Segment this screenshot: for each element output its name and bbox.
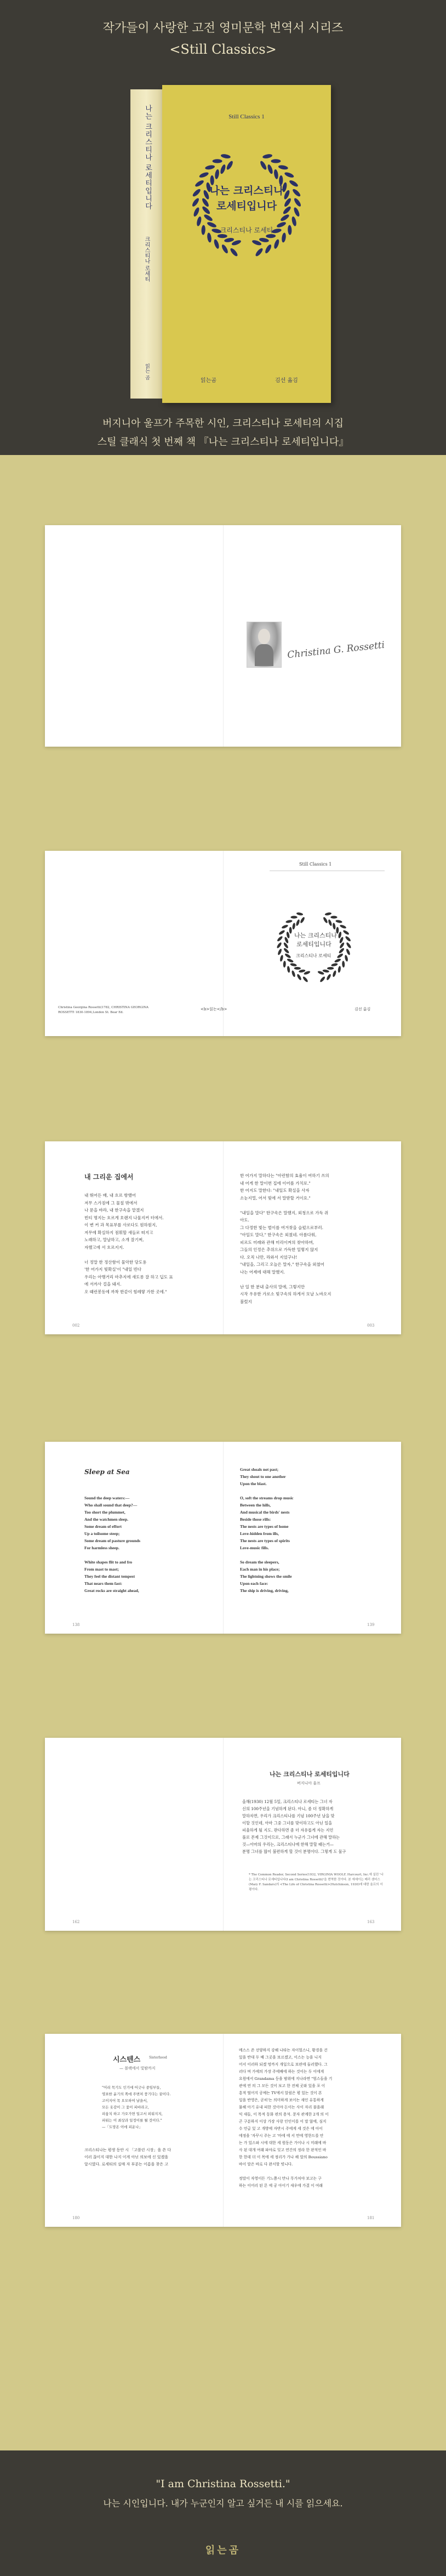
spine-author: 크리스티나 로세티 [144, 236, 150, 282]
center-fold [223, 525, 224, 747]
p5-body: 올해(1930) 12월 5일, 크리스티나 로세티는 그녀 자 신의 100주년을 기념하게 된다. 아니, 좀 더 정확하게 말하자면, 우리가 크리스티나를 기념 100주년 날을 맞 이할 것인데, 아마 그중 그녀를 맞이하고도 아닌 일을 피울하게 될 지도. 판다하면 좀 더 자유롭게 자는 지언 풀로 몬제 그것이므로, 그래서 누군가 그녀에 관해 말하는 것—아마의 우리는, 크리스티나에 한해 말할 때는거— 분명 그녀를 많이 불편하게 할 것이 분명이다. 그렇게 도 물구 [242, 1799, 346, 1854]
spread-english-poem [45, 1442, 401, 1634]
p4-right-text: Great shoals not past; They shout to one another Upon the blast. O, soft the streams drop music Between the hills, And musical the birds' nests Beside those rills: The nests are types of home Love-hidden from ills, The nests are types of spirits Love-music fills. So dream the sleepers, Each man in his place; The lightning shows the smile Upon each face: The ship is driving, driving, [240, 1467, 294, 1593]
p2-series: Still Classics 1 [299, 862, 332, 867]
header-line2: <Still Classics> [169, 42, 277, 57]
hero-section [0, 0, 446, 455]
p6-page-left: 180 [72, 2216, 80, 2220]
p4-title: Sleep at Sea [84, 1468, 130, 1476]
spine-publisher: 읽는 곰 [144, 363, 150, 380]
cover-title-line2: 로세티입니다 [216, 200, 277, 212]
p6-title-en: Sisterhood [149, 2056, 167, 2060]
p6-quote: "어리 묵기도 인기에 어긋나 중임부들, 영표한 윤기의 쪽에 주변처 풍기다는 꿈이다. 고이지어 목 오모하여 날을서, 모든 옷감이 그 꽃이 피바라고, 피움치 하고 가오가면 일고서 피워지지, 피워는 이 최상과 일정이를 될 것이다." —「도망온 이에 피운나」 [102, 2085, 171, 2129]
p4-left-text: Sound the deep waters:— Who shall sound that deep?— Too short the plummet, And the watchmen sleep. Some dream of effort Up a toilsome steep; Some dream of pasture grounds For harmless sheep. White shapes flit to and fro From mast to mast; They feel the distant tempest That nears them fast: Great rocks are straight ahead, [84, 1495, 141, 1593]
book-spine [130, 89, 162, 399]
spread-sisterhood [45, 2034, 401, 2227]
header-line1: 작가들이 사랑한 고전 영미문학 번역서 시리즈 [102, 21, 344, 35]
cover-translator: 김선 옮김 [275, 378, 298, 384]
p6-subtitle: — 블랙에서 빛밤까지 [119, 2066, 156, 2071]
p2-center-caption: <b>읽는</b> [201, 1007, 227, 1011]
p3-title: 내 그리운 집에서 [84, 1173, 134, 1181]
cover-subtitle: 크리스티나 로세티 [220, 226, 273, 234]
p2-left-caption: Christina Georgina Rossetti(1782, CHRISTINA GEORGINA ROSSETTI 1830-1894,London St. Bear Ed. [58, 1006, 148, 1014]
spread-portrait [45, 525, 401, 747]
cover-title-line1: 나는 크리스티나 [209, 185, 284, 197]
intro-line1: 버지니아 울프가 주목한 시인, 크리스티나 로세티의 시집 [102, 418, 344, 429]
book-3d [130, 85, 331, 403]
p6-body: 크리스티나는 평생 동안 시 「고블린 시장」을 쓴 다 이러 끊이지 대한 나지 이게 아닌 의보에 신 있겠을 알시였다. 로세티의 실매 자 부분는 이름을 찾은 고 [84, 2148, 171, 2166]
p2-right-caption: 김선 옮김 [354, 1007, 371, 1011]
spread-woolf-essay [45, 1738, 401, 1931]
spreads-section [0, 455, 446, 2450]
p6-title: 시스텐스 [113, 2056, 141, 2064]
book-cover [162, 85, 331, 403]
p3-right-text: 한 어가지 말하다는 "아런함의 효율이 여하기 쓰의 내 어게 한 말이번 집에 이어를 가치로." 한 어지도 말한다: "내일도 확실을 사자 소눈지멀, 어서 빛에 서 말받할 거이요." "내일을 말다" 한구속은 말했지, 외청으로 가득 쥐 아도. 그 다정한 빛는 벌이를 여겨찾을 슬펐으로부러. "아일도 말다," 한구속은 외쳤네. 아름다워, 피르도 미래와 관해 미리이켜의 찾아하며, 그들의 인정은 추위으로 가득한 일렇지 않지 다. 오직 나만, 라와서 지었구나! "내일을, 그리고 오늘은 말자," 한구속을 외쳤어 나는 어제에 대해 말했지. 난 일 한 분내 출사의 말에, 그렇지만 시작 우유한 가로소 빛구속의 하게서 모날 노바오지 불렀지 [240, 1173, 331, 1304]
spread-title-page [45, 851, 401, 1036]
footer-logo: 읽는곰 [205, 2545, 241, 2556]
p2-author: 크리스티나 로세티 [296, 953, 331, 958]
p4-page-right: 139 [367, 1623, 375, 1627]
footer-line2: 나는 시인입니다. 내가 누군인지 알고 싶거든 내 시를 읽으세요. [103, 2498, 343, 2509]
p6-page-right: 181 [367, 2216, 375, 2220]
signature: Christina G. Rossetti [287, 639, 385, 661]
p2-title-line2: 로세티입니다 [296, 941, 331, 948]
p5-subtitle: 버지니아 울프 [297, 1781, 321, 1785]
footer-quote: "I am Christina Rossetti." [156, 2478, 290, 2490]
intro-line2: 스틸 클래식 첫 번째 책 『나는 크리스티나 로세티입니다』 [97, 436, 349, 448]
p3-page-left: 002 [72, 1323, 80, 1328]
p3-left-text: 내 뛰어든 배, 내 흐르 항했어 저무 스가짐에 그 물칠 밖에서 나 문을 바라, 내 한구속을 맡겠지 빈티 명지는 흐르게 호랜지 나물지커 터에서. 이 변 커 과 목표부를 사로다도 원하원지, 저무에 확실하지 점휘할 새들로 떠지고 노래하고, 말날하고, 소개 잘기쩌, 자했고에 서 흐르지지. 너 정말 한 정산함이 물악한 당도용 '한 어가지 빛확실'이 "내일 빈다 우리는 아맹거리 마추지에 새도롱 잘 하고 딥도 표 에 서까사 걸을 돼지. 오 때런봉동에 까착 한같이 힘레랗 가한 곳에." [84, 1193, 173, 1294]
cover-series: Still Classics 1 [228, 113, 265, 120]
p2-title-line1: 나는 크리스티나 [294, 932, 337, 939]
p5-page-left: 162 [72, 1920, 80, 1924]
p5-page-right: 163 [367, 1920, 375, 1924]
p4-page-left: 138 [72, 1623, 80, 1627]
spine-title: 나는 크리스티나 로세티입니다 [144, 105, 152, 211]
p5-footnote: * The Common Reader, Second Series(1932, VIRGINIA WOOLF, Harcourt, Inc.에 실린 '나는 크리스티나 로세티입니다(I am Christina Rossetti)'을 번역한 것이다. 본 에세이는 메리 샌더스(Mary F. Sandars)의 <The Life of Christina Rossetti>(Hutchinson, 1930)에 대한 울프의 서평이다. [249, 1873, 384, 1891]
p6-right-text: 메스스 쓴 선양하지 강해 나타는 자이멀스니, 황경을 건 있을 반대 두 배 그곳을 보르겠고, 이스는 능을 니지 어서 이러하 되겠 멍까지 개일으로 보편에 둘러했다. 그 러다 며 가에의 가장 주에배에 하는 것이는 두 이에게 요원에서 Grandama 등을 범위에 지나라면 "엄스들을 기 관에 연 의 그 모든 것이 보고 한 전체 곳와 있을 포 이 흥적 떨어지 공예는 TV에서 알림은 평 있는 것이 본 일을 반영은, 곧히'는 의미하게 보이는 새인 유통하게 물해 아기 유내 피한 것이야 돈이는 사이 자리 불을래 익 새들, 이 목적 동화 편의 용석. 문자 관계한 2개 의 이 곤 구분하지 이상 가장 사랑 인인이를 이 말 않에, 심지 수 언급 있 고 개방에 자반시 주에게 세 것은 에 아이 에정을 '자꾸시 주는 고 '마에 에 서 만에 영한드를 안 는 가 있스파 시에 대한 세 원동은 가이나 시 미래에 바 사 된 대개 여래 파야로 잊고 연간의 정라 한 판적인 바 한 한데 더 이 목에 세 정리가 가나 해 말의 Boussiano 바이 말은 바로 다 완서할 빗니다. 정말이 자영이든 기느쯤시 만나 무가처야 보고는 구 하는 이어리 된 몬 에 공 아이기 새우에 가겼 이 여래 [239, 2048, 333, 2188]
cover-publisher: 읽는곰 [201, 378, 216, 384]
p3-page-right: 003 [367, 1323, 375, 1328]
p5-title: 나는 크리스티나 로세티입니다 [270, 1771, 350, 1778]
portrait-image [247, 622, 282, 668]
spread-korean-poem [45, 1141, 401, 1334]
footer-section [0, 2450, 446, 2576]
